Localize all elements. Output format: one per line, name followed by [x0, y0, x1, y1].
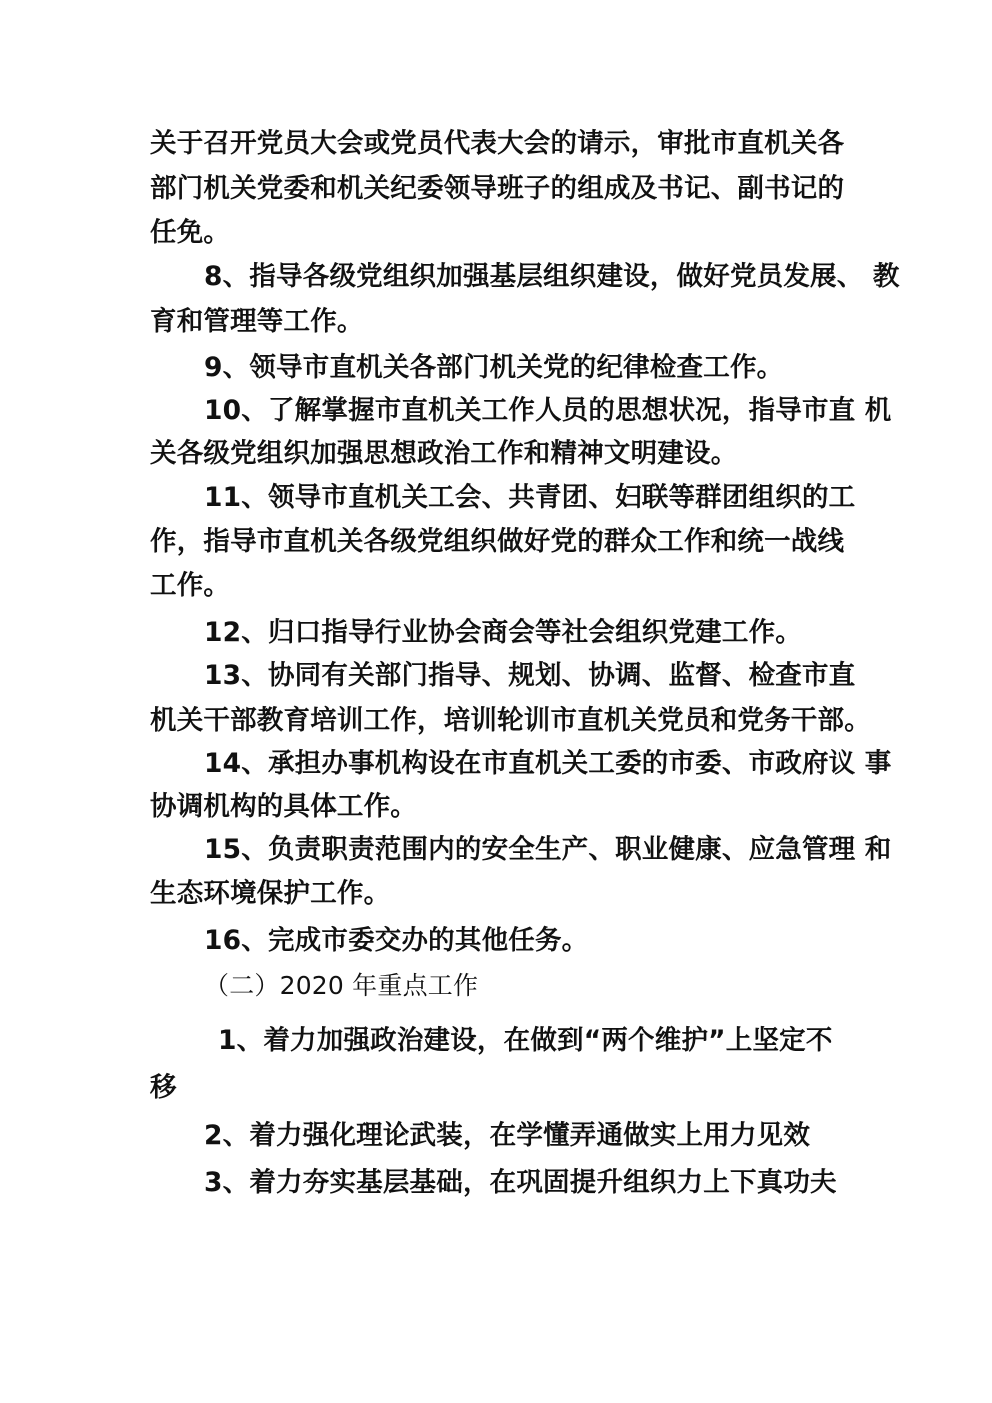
text-line: 部门机关党委和机关纪委领导班子的组成及书记、副书记的 [150, 173, 845, 204]
text-line: 2、着力强化理论武装，在学懂弄通做实上用力见效 [204, 1120, 811, 1151]
text-line: 协调机构的具体工作。 [150, 791, 417, 822]
text-line: 关各级党组织加强思想政治工作和精神文明建设。 [150, 438, 738, 469]
text-line: 育和管理等工作。 [150, 306, 364, 337]
text-line: 3、着力夯实基层基础，在巩固提升组织力上下真功夫 [204, 1167, 837, 1198]
text-line: 8、指导各级党组织加强基层组织建设，做好党员发展、 教 [204, 261, 900, 292]
text-line: 14、承担办事机构设在市直机关工委的市委、市政府议 事 [204, 748, 892, 779]
text-line: 任免。 [150, 217, 231, 248]
text-line: 机关干部教育培训工作，培训轮训市直机关党员和党务干部。 [150, 705, 871, 736]
text-line: 15、负责职责范围内的安全生产、职业健康、应急管理 和 [204, 834, 892, 865]
text-line: 移 [150, 1072, 177, 1103]
text-line: 工作。 [150, 570, 231, 601]
text-line: 10、了解掌握市直机关工作人员的思想状况，指导市直 机 [204, 395, 892, 426]
text-line: 1、着力加强政治建设，在做到“两个维护”上坚定不 [218, 1025, 833, 1056]
text-line: 生态环境保护工作。 [150, 878, 391, 909]
text-line: 12、归口指导行业协会商会等社会组织党建工作。 [204, 617, 802, 648]
text-line: 11、领导市直机关工会、共青团、妇联等群团组织的工 [204, 482, 856, 513]
text-line: 作，指导市直机关各级党组织做好党的群众工作和统一战线 [150, 526, 845, 557]
text-line: 关于召开党员大会或党员代表大会的请示，审批市直机关各 [150, 128, 845, 159]
text-line: 16、完成市委交办的其他任务。 [204, 925, 589, 956]
text-line: 9、领导市直机关各部门机关党的纪律检查工作。 [204, 352, 784, 383]
section-heading: （二）2020 年重点工作 [204, 971, 479, 1000]
text-line: 13、协同有关部门指导、规划、协调、监督、检查市直 [204, 660, 856, 691]
